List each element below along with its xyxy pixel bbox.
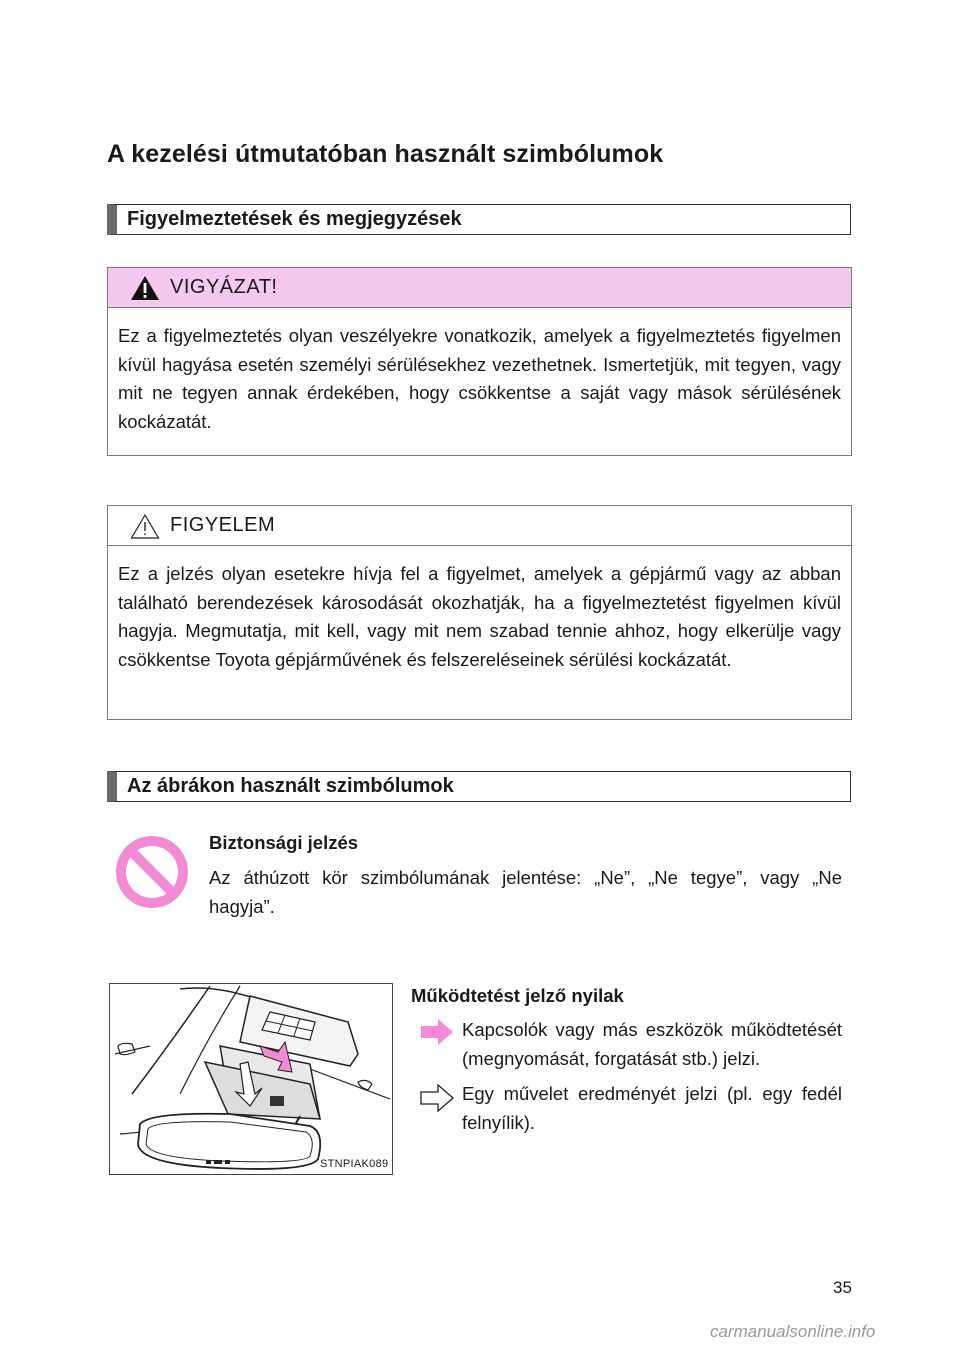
- warning-triangle-icon: [130, 275, 160, 301]
- section-header-warnings: Figyelmeztetések és megjegyzések: [107, 204, 851, 235]
- section-header-figures: Az ábrákon használt szimbólumok: [107, 771, 851, 802]
- result-arrow-text: Egy művelet eredményét jelzi (pl. egy fedél felnyílik).: [462, 1083, 842, 1133]
- page-number: 35: [833, 1278, 852, 1297]
- overhead-console-illustration: [110, 984, 392, 1174]
- safety-symbol-title: Biztonsági jelzés: [209, 832, 359, 853]
- notice-label: FIGYELEM: [170, 514, 276, 536]
- outline-arrow-icon: [420, 1084, 454, 1112]
- filled-arrow-icon: [420, 1018, 454, 1046]
- caution-text: Ez a figyelmeztetés olyan veszélyekre vonatkozik, amelyek a figyelmeztetés figyelmen kívül hagyása esetén személyi sérülésekhez vezethetnek. Ismertetjük, mit tegyen, vagy mit ne tegyen annak érdekében, hogy csökkentse a saját vagy mások sérülésének kockázatát.: [118, 325, 841, 432]
- warning-outline-icon: [130, 513, 160, 539]
- safety-symbol-text: Az áthúzott kör szimbólumának jelentése: „Ne”, „Ne tegye”, vagy „Ne hagyja”.: [209, 867, 842, 917]
- caution-label: VIGYÁZAT!: [170, 276, 278, 298]
- caution-box: [107, 267, 852, 456]
- page-title: A kezelési útmutatóban használt szimbólumok: [107, 140, 664, 168]
- arrows-title: Működtetést jelző nyilak: [411, 985, 624, 1006]
- caution-header: [108, 268, 851, 308]
- prohibition-icon: [114, 834, 190, 910]
- figure-label: STNPIAK089: [320, 1158, 389, 1170]
- footer-watermark: carmanualsonline.info: [710, 1322, 876, 1341]
- overhead-console-figure: [109, 983, 393, 1175]
- operation-arrow-text: Kapcsolók vagy más eszközök működtetését (megnyomását, forgatását stb.) jelzi.: [462, 1019, 842, 1069]
- notice-header: [108, 506, 851, 546]
- notice-box: [107, 505, 852, 720]
- notice-text: Ez a jelzés olyan esetekre hívja fel a figyelmet, amelyek a gépjármű vagy az abban található berendezések károsodását okozhatják, ha a figyelmeztetést figyelmen kívül hagyja. Megmutatja, mit kell, vagy mit nem szabad tennie ahhoz, hogy elkerülje vagy csökkentse Toyota gépjárművének és felszereléseinek sérülési kockázatát.: [118, 563, 841, 670]
